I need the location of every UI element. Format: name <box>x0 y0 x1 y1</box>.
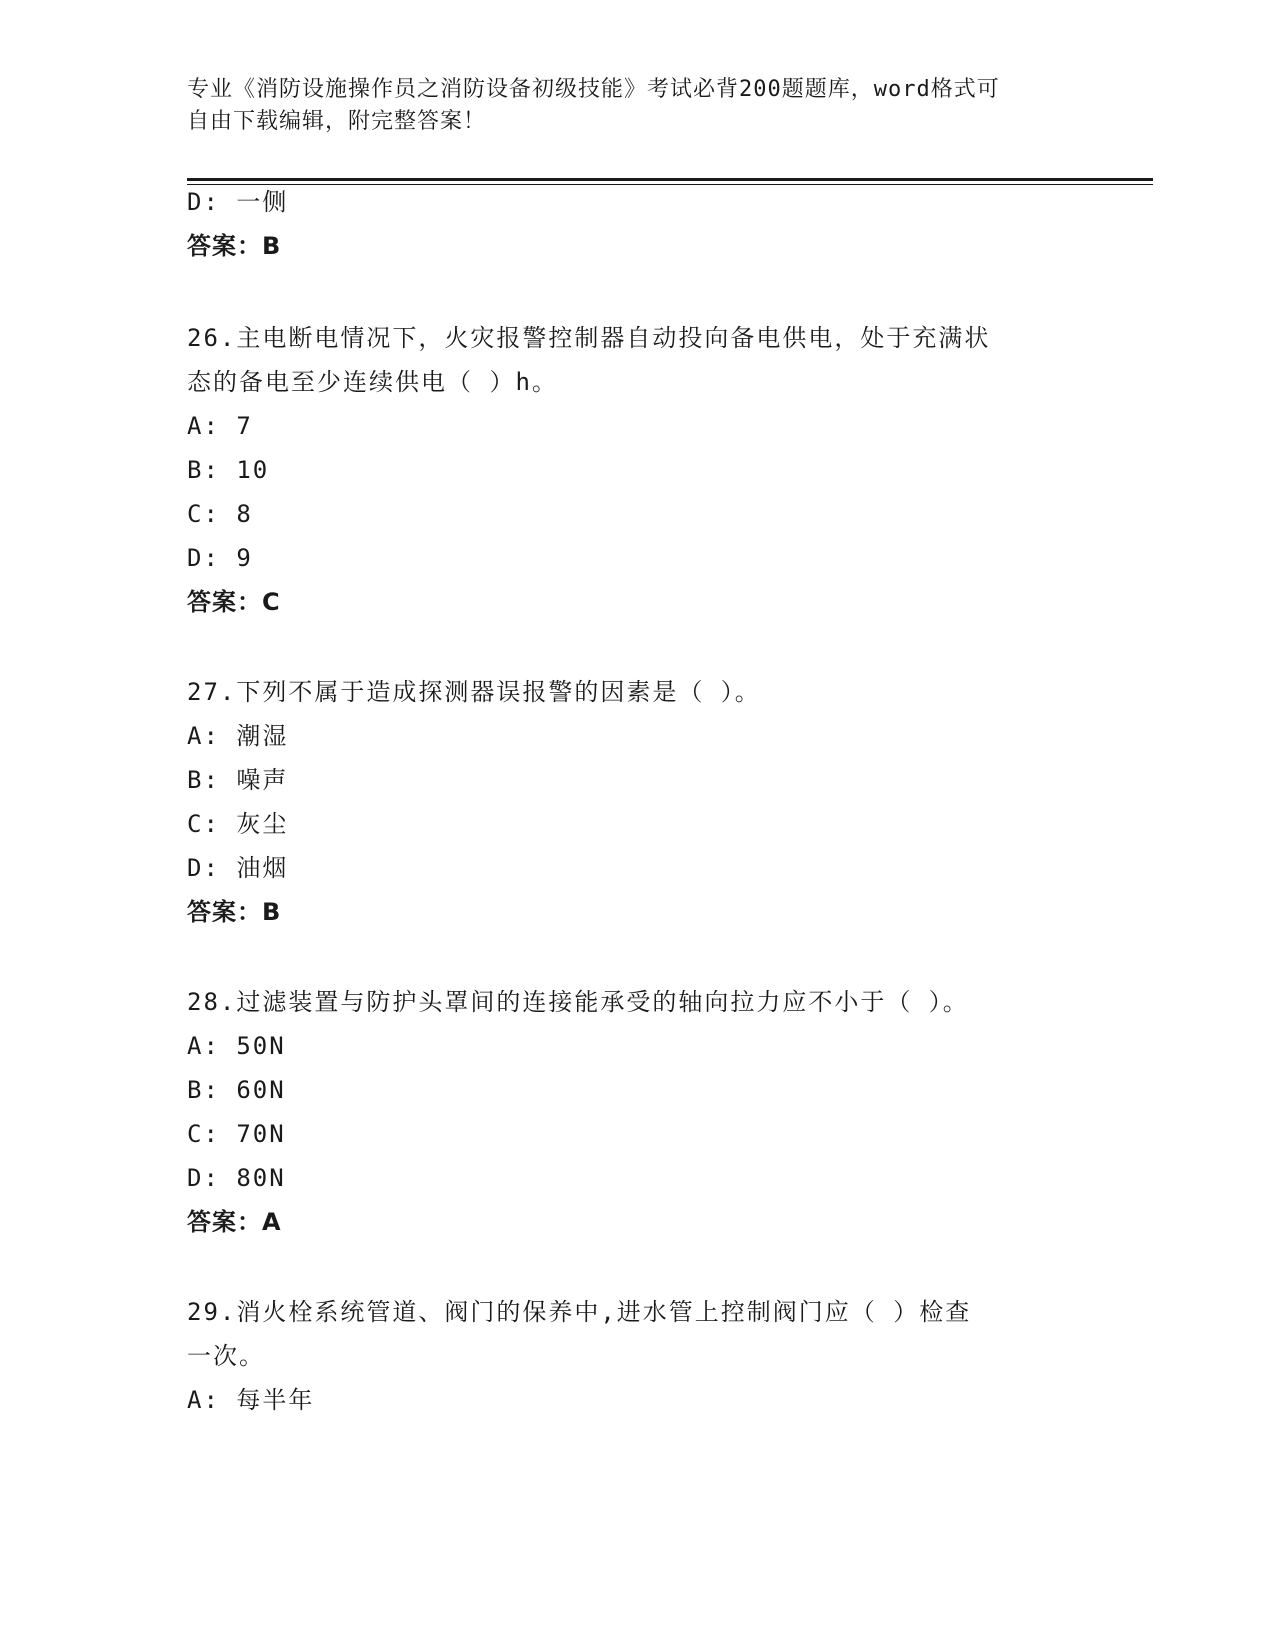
q28-option-b: B: 60N <box>187 1076 286 1104</box>
q28-answer: 答案：A <box>187 1208 282 1236</box>
q27-text: 27.下列不属于造成探测器误报警的因素是（ ）。 <box>187 678 761 706</box>
q27-answer: 答案：B <box>187 898 282 926</box>
header-divider-thin <box>187 184 1153 185</box>
header-line-2: 自由下载编辑，附完整答案！ <box>187 109 487 134</box>
q26-option-d: D: 9 <box>187 544 253 572</box>
prev-option-d: D: 一侧 <box>187 188 289 216</box>
q29-option-a: A: 每半年 <box>187 1386 315 1414</box>
prev-answer: 答案：B <box>187 232 282 260</box>
q28-option-a: A: 50N <box>187 1032 286 1060</box>
header-line-1: 专业《消防设施操作员之消防设备初级技能》考试必背200题题库，word格式可 <box>187 77 1000 102</box>
q27-option-c: C: 灰尘 <box>187 810 289 838</box>
q26-text-line-2: 态的备电至少连续供电（ ）h。 <box>187 368 558 396</box>
q27-option-b: B: 噪声 <box>187 766 289 794</box>
q26-answer: 答案：C <box>187 588 281 616</box>
q27-option-a: A: 潮湿 <box>187 722 289 750</box>
q29-text-line-1: 29.消火栓系统管道、阀门的保养中,进水管上控制阀门应（ ）检查 <box>187 1298 972 1326</box>
header-divider-thick <box>187 178 1153 181</box>
q26-option-a: A: 7 <box>187 412 253 440</box>
q28-option-c: C: 70N <box>187 1120 286 1148</box>
q26-option-b: B: 10 <box>187 456 270 484</box>
document-header <box>187 74 1067 138</box>
q29-text-line-2: 一次。 <box>187 1342 265 1370</box>
q28-text: 28.过滤装置与防护头罩间的连接能承受的轴向拉力应不小于（ ）。 <box>187 988 969 1016</box>
q28-option-d: D: 80N <box>187 1164 286 1192</box>
q27-option-d: D: 油烟 <box>187 854 289 882</box>
q26-text-line-1: 26.主电断电情况下，火灾报警控制器自动投向备电供电，处于充满状 <box>187 324 991 352</box>
q26-option-c: C: 8 <box>187 500 253 528</box>
